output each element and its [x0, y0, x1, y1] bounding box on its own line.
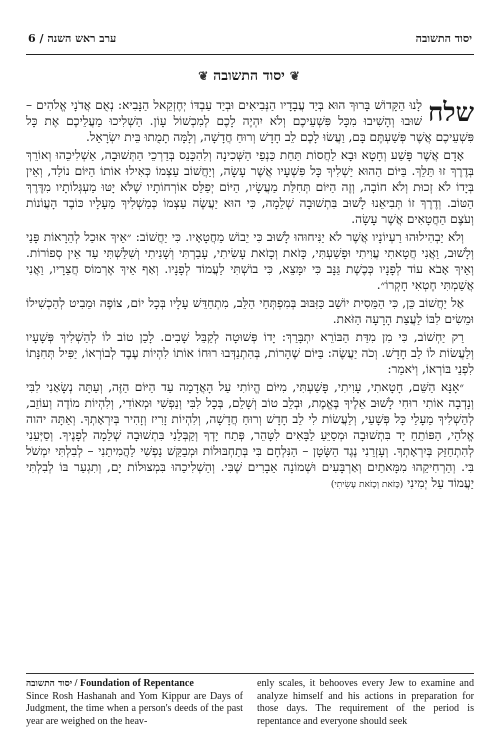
- ornament-icon: ❦: [289, 69, 300, 83]
- header-topic: יסוד התשובה: [415, 32, 472, 45]
- paragraph: אַל יַחֲשׁוֹב כֵּן, כִּי הַמֵּסִית יוֹשֵׁב כַּזִּבּוּב בְּמִפְתְּחֵי הַלֵּב, מִתְחַדֵּשׁ עָלָיו בְּכָל יוֹם, צוֹפֶה וּמֵבִיט לְהַכְשִׁילוֹ וּמֵשִׂים לִבּוֹ לַעֲצַת הָרָעָה הַזֹּאת.: [26, 296, 474, 326]
- commentary: [26, 678, 474, 752]
- inline-note: (כָּזֹאת וְכָזֹאת עָשִׂיתִי): [330, 480, 404, 490]
- section-title: [160, 68, 338, 90]
- hebrew-body: [26, 97, 474, 495]
- page-number-and-section: 6 / ערב ראש השנה: [28, 32, 117, 45]
- commentary-column: enly scales, it behooves every Jew to examine and analyze himself and his actions in preparation for those days. The requirement of the period is repentance and everyone should seek: [257, 678, 474, 727]
- paragraph: וְלֹא יַבְהִילוּהוּ רַעְיוֹנָיו אֲשֶׁר לֹא יַנִּיחוּהוּ לָשׁוּב כִּי יֵבוֹשׁ מֵחֲטָאָיו. כִּי יַחֲשׁוֹב: ״אֵיךְ אוּכַל לְהֵרָאוֹת פָּנַי וְלָשׁוּב, וַאֲנִי חֲטָאתִי עֲוִיתִי וּפָשַׁעְתִּי, כָּזֹאת וְכָזֹאת עָשִׂיתִי, עָבַרְתִּי וְשָׁנִיתִי וְשִׁלַּשְׁתִּי עַד אֵין סְפוֹרוֹת. וְאֵיךְ אָבֹא עוֹד לְפָנָיו כְּכֶשֶׁת גַּנָּב כִּי יִמָּצֵא, כִּי בוֹשְׁתִּי לַעֲמוֹד לְפָנָיו. וְאַף אֵיךְ אֶרְמוֹס חֲצֵרָיו, וַאֲנִי אֲשַׁמְתִּי חֶטְאִי חָקְרוֹ״.: [26, 230, 474, 292]
- paragraph: אָדָם אֲשֶׁר פָּשַׁע וְחָטָא וּבָא לַחֲסוֹת תַּחַת כַּנְפֵי הַשְּׁכִינָה וְלִהִכָּנֵס בְּדַרְכֵי הַתְּשׁוּבָה, אַשְׁלִיכֵהוּ וְאוֹרֵךְ בְּדֶרֶךְ זוּ תֵּלֵךְ. בַּיּוֹם הַהוּא יַשְׁלִיךְ כָּל פִּשְׁעָיו אֲשֶׁר עָשָׂה, וְיַחֲשׁוֹב עַצְמוֹ כְּאִילוּ אוֹתוֹ הַיּוֹם נוֹלַד, וְאֵין בְּיָדוֹ לֹא זְכוּת וְלֹא חוֹבָה, וְזֶה הַיּוֹם תְּחִלַּת מַעֲשָׂיו, הַיּוֹם יְפַלֵּס אוֹרְחוֹתָיו שֶׁלֹּא יָטּוּ מַעְגְּלוֹתָיו מִדֶּרֶךְ הַטּוֹב. וְדֶרֶךְ זוֹ תְּבִיאֵנוּ לָשׁוּב בִּתְשׁוּבָה שְׁלֵמָה, כִּי הוּא יַעֲשֶׂה עַצְמוֹ כְּמַשְׁלִיךְ מֵעָלָיו כּוֹבֶד הָעֲוֹנוֹת וְעֹצֶם הַחֲטָאִים אֲשֶׁר עָשָׂה.: [26, 148, 474, 226]
- header-rule: [26, 54, 474, 55]
- opening-word: שלח: [428, 98, 474, 128]
- ornament-icon: ❦: [198, 69, 209, 83]
- paragraph: שלח לָנוּ הַקָּדוֹשׁ בָּרוּךְ הוּא בְּיַד עֲבָדָיו הַנְּבִיאִים וּבְיַד עַבְדּוֹ יְחֶזְקֵאל הַנָּבִיא: נְאֻם אֲדֹנָי אֱלֹהִים – שׁוּבוּ וְהָשִׁיבוּ מִכָּל פִּשְׁעֵיכֶם וְלֹא יִהְיֶה לָכֶם לְמִכְשׁוֹל עָוֹן. הַשְׁלִיכוּ מֵעֲלֵיכֶם אֶת כָּל פִּשְׁעֵיכֶם אֲשֶׁר פְּשַׁעְתֶּם בָּם, וַעֲשׂוּ לָכֶם לֵב חָדָשׁ וְרוּחַ חֲדָשָׁה, וְלָמָּה תָמֻתוּ בֵּית יִשְׂרָאֵל.: [26, 98, 474, 144]
- running-header: [28, 32, 472, 50]
- commentary-rule: [26, 673, 474, 674]
- paragraph: רַק יַחְשׁוֹב, כִּי מִן מִדַּת הַבּוֹרֵא יִתְבָּרַךְ: יָדוֹ פְּשׁוּטָה לְקַבֵּל שָׁבִים. לָכֵן טוֹב לוֹ לְהַשְׁלִיךְ פְּשָׁעָיו וְלַעֲשׂוֹת לוֹ לֵב חָדָשׁ. וְכֹה יַעֲשֶׂה: בַּיּוֹם שֶׁהָרוֹת, בְּהִתְנַדְּבוּ רוּחוֹ אוֹתוֹ לִהְיוֹת עֶבֶד לְבוֹרְאוֹ, יַפִּיל תְּחִנָּתוֹ לִפְנֵי בּוֹרְאוֹ, וְיֹאמַר:: [26, 330, 474, 376]
- section-title-text: יסוד התשובה: [213, 68, 285, 84]
- commentary-heading: יסוד התשובה / Foundation of Repentance: [26, 678, 194, 689]
- paragraph: ״אָנָּא הַשֵּׁם, חָטָאתִי, עָוִיתִי, פָּשַׁעְתִּי, מִיּוֹם הֱיוֹתִי עַל הָאֲדָמָה עַד הַיּוֹם הַזֶּה, וְעַתָּה נְשָׂאַנִי לִבִּי וְנָדְבָה אוֹתִי רוּחִי לָשׁוּב אֵלֶיךָ בֶּאֱמֶת, וּבְלֵב טוֹב וְשָׁלֵם, בְּכָל לִבִּי וְנַפְשִׁי וּמְאוֹדִי, וְלִהְיוֹת מוֹדֶה וְעוֹזֵב, לְהַשְׁלִיךְ מֵעָלַי כָּל פְּשָׁעַי, וְלַעֲשׂוֹת לִי לֵב חָדָשׁ וְרוּחַ חֲדָשָׁה, וְלִהְיוֹת זָרִיז וְזָהִיר בְּיִרְאָתְךָ. וְאַתָּה יהוה אֱלֹהַי, הַפּוֹתֵחַ יָד בִּתְשׁוּבָה וּמְסַיֵּעַ לַבָּאִים לִטָּהֵר, פְּתַח יָדְךָ וְקַבְּלֵנִי בִּתְשׁוּבָה שְׁלֵמָה לְפָנֶיךָ. וְסַיְּעֵנִי לְהִתְחַזֵּק בְּיִרְאָתְךָ. וְעָזְרֵנִי נֶגֶד הַשָּׂטָן – הַנִּלְחָם בִּי בְּתַחְבּוּלוֹת וּמְבַקֵּשׁ נַפְשִׁי לַהֲמִיתֵנִי – לְבִלְתִּי יִמְשֹׁל בִּי. וְהַרְחִיקֵהוּ מִמָּאתַיִם וְאַרְבָּעִים וּשְׁמוֹנָה אֵבָרִים שֶׁבִּי. וְהַשְׁלִיכֵהוּ בִּמְצוּלוֹת יָם, וְתִגְעַר בּוֹ לְבִלְתִּי יַעֲמוֹד עַל יְמִינִי (כָּזֹאת וְכָזֹאת עָשִׂיתִי): [26, 380, 474, 490]
- commentary-column: יסוד התשובה / Foundation of Repentance Since Rosh Hashanah and Yom Kippur are Days of Judgment, the time when a person's deeds of the past year are weighed on the heav-: [26, 678, 243, 727]
